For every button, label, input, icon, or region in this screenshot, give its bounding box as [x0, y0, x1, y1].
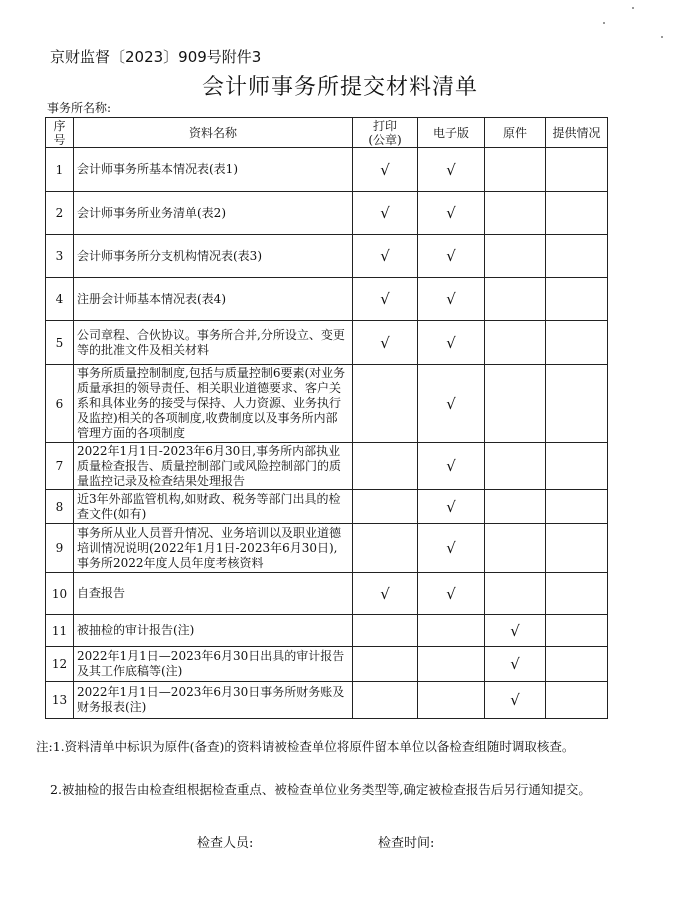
electronic-copy-cell: √	[418, 148, 485, 192]
page-title: 会计师事务所提交材料清单	[201, 75, 478, 100]
row-number-cell: 7	[46, 443, 74, 490]
electronic-copy-cell: √	[418, 573, 485, 615]
original-copy-cell: √	[485, 647, 546, 682]
electronic-copy-cell: √	[418, 192, 485, 235]
row-number-cell: 9	[46, 524, 74, 573]
print-copy-cell	[353, 615, 418, 647]
row-number-cell: 1	[46, 148, 74, 192]
provided-status-cell	[546, 278, 608, 321]
print-copy-cell: √	[353, 235, 418, 278]
print-copy-cell	[353, 647, 418, 682]
original-copy-cell	[485, 573, 546, 615]
original-copy-cell	[485, 192, 546, 235]
print-copy-cell	[353, 365, 418, 443]
provided-status-cell	[546, 682, 608, 719]
row-number-cell: 5	[46, 321, 74, 365]
table-header-row	[46, 118, 608, 148]
column-header-provided: 提供情况	[546, 118, 608, 148]
column-header-number: 序号	[46, 118, 74, 148]
table-row	[46, 148, 608, 192]
print-copy-cell	[353, 490, 418, 524]
row-number-cell: 8	[46, 490, 74, 524]
provided-status-cell	[546, 573, 608, 615]
firm-name-label: 事务所名称:	[47, 101, 112, 115]
row-number-cell: 3	[46, 235, 74, 278]
table-row	[46, 192, 608, 235]
material-name-cell: 会计师事务所业务清单(表2)	[74, 192, 353, 235]
row-number-cell: 2	[46, 192, 74, 235]
original-copy-cell: √	[485, 615, 546, 647]
provided-status-cell	[546, 615, 608, 647]
row-number-cell: 6	[46, 365, 74, 443]
provided-status-cell	[546, 235, 608, 278]
provided-status-cell	[546, 490, 608, 524]
row-number-cell: 4	[46, 278, 74, 321]
original-copy-cell	[485, 148, 546, 192]
scan-speck	[661, 36, 663, 38]
table-body	[46, 148, 608, 719]
electronic-copy-cell	[418, 647, 485, 682]
row-number-cell: 11	[46, 615, 74, 647]
column-header-print	[353, 118, 418, 148]
original-copy-cell	[485, 278, 546, 321]
material-name-cell: 2022年1月1日—2023年6月30日出具的审计报告及其工作底稿等(注)	[74, 647, 353, 682]
provided-status-cell	[546, 524, 608, 573]
column-header-name: 资料名称	[74, 118, 353, 148]
print-header-top: 打印	[372, 118, 397, 133]
material-name-cell: 会计师事务所基本情况表(表1)	[74, 148, 353, 192]
electronic-copy-cell: √	[418, 524, 485, 573]
material-name-cell: 近3年外部监管机构,如财政、税务等部门出具的检查文件(如有)	[74, 490, 353, 524]
provided-status-cell	[546, 192, 608, 235]
row-number-cell: 13	[46, 682, 74, 719]
table-row	[46, 278, 608, 321]
original-copy-cell	[485, 443, 546, 490]
electronic-copy-cell: √	[418, 321, 485, 365]
electronic-copy-cell	[418, 615, 485, 647]
electronic-copy-cell: √	[418, 235, 485, 278]
table-row	[46, 573, 608, 615]
row-number-cell: 10	[46, 573, 74, 615]
print-copy-cell	[353, 524, 418, 573]
scan-speck	[632, 7, 634, 9]
material-name-cell: 事务所质量控制制度,包括与质量控制6要素(对业务质量承担的领导责任、相关职业道德要求、客户关系和具体业务的接受与保持、人力资源、业务执行及监控)相关的各项制度,收费制度以及事务所内部管理方面的各项制度	[74, 365, 353, 443]
scan-speck	[603, 22, 605, 24]
inspection-time-label: 检查时间:	[378, 836, 435, 851]
material-name-cell: 事务所从业人员晋升情况、业务培训以及职业道德培训情况说明(2022年1月1日-2023年6月30日),事务所2022年度人员年度考核资料	[74, 524, 353, 573]
original-copy-cell: √	[485, 682, 546, 719]
table-row	[46, 235, 608, 278]
material-name-cell: 会计师事务所分支机构情况表(表3)	[74, 235, 353, 278]
material-name-cell: 自查报告	[74, 573, 353, 615]
table-row	[46, 615, 608, 647]
print-copy-cell: √	[353, 148, 418, 192]
print-header-bottom: (公章)	[368, 132, 402, 147]
original-copy-cell	[485, 490, 546, 524]
original-copy-cell	[485, 321, 546, 365]
print-copy-cell: √	[353, 321, 418, 365]
table-row	[46, 443, 608, 490]
electronic-copy-cell	[418, 682, 485, 719]
document-number: 京财监督〔2023〕909号附件3	[50, 48, 262, 66]
inspector-label: 检查人员:	[197, 836, 254, 851]
note-2: 2.被抽检的报告由检查组根据检查重点、被检查单位业务类型等,确定被检查报告后另行通知提交。	[50, 782, 591, 797]
electronic-copy-cell: √	[418, 365, 485, 443]
original-copy-cell	[485, 524, 546, 573]
provided-status-cell	[546, 365, 608, 443]
electronic-copy-cell: √	[418, 490, 485, 524]
column-header-electronic: 电子版	[418, 118, 485, 148]
table-row	[46, 490, 608, 524]
electronic-copy-cell: √	[418, 278, 485, 321]
materials-checklist-table	[45, 117, 608, 719]
material-name-cell: 被抽检的审计报告(注)	[74, 615, 353, 647]
provided-status-cell	[546, 148, 608, 192]
material-name-cell: 2022年1月1日—2023年6月30日事务所财务账及财务报表(注)	[74, 682, 353, 719]
print-copy-cell: √	[353, 192, 418, 235]
note-1: 注:1.资料清单中标识为原件(备查)的资料请被检查单位将原件留本单位以备检查组随时调取核查。	[36, 739, 575, 754]
table-row	[46, 365, 608, 443]
provided-status-cell	[546, 321, 608, 365]
provided-status-cell	[546, 443, 608, 490]
print-copy-cell: √	[353, 573, 418, 615]
column-header-original: 原件	[485, 118, 546, 148]
material-name-cell: 2022年1月1日-2023年6月30日,事务所内部执业质量检查报告、质量控制部门或风险控制部门的质量监控记录及检查结果处理报告	[74, 443, 353, 490]
original-copy-cell	[485, 235, 546, 278]
material-name-cell: 注册会计师基本情况表(表4)	[74, 278, 353, 321]
print-copy-cell: √	[353, 278, 418, 321]
print-copy-cell	[353, 443, 418, 490]
table-row	[46, 647, 608, 682]
material-name-cell: 公司章程、合伙协议。事务所合并,分所设立、变更等的批准文件及相关材料	[74, 321, 353, 365]
original-copy-cell	[485, 365, 546, 443]
table-row	[46, 524, 608, 573]
electronic-copy-cell: √	[418, 443, 485, 490]
table-row	[46, 682, 608, 719]
provided-status-cell	[546, 647, 608, 682]
table-row	[46, 321, 608, 365]
row-number-cell: 12	[46, 647, 74, 682]
print-copy-cell	[353, 682, 418, 719]
